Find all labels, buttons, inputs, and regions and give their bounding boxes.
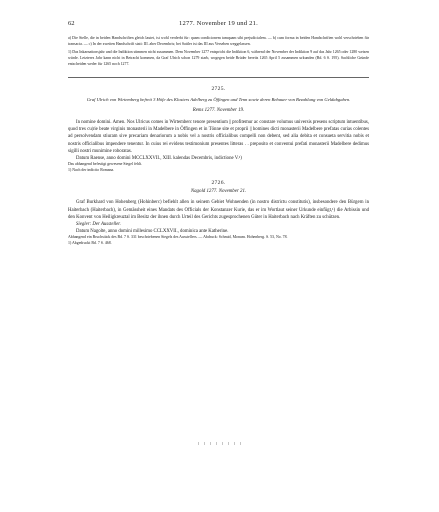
sealer-line: Siegler: Der Aussteller.: [76, 222, 121, 228]
document-footnote: 1) Nach der indictio Romana.: [68, 167, 115, 172]
page-header: [68, 20, 369, 32]
document-body: Graf Burkhard von Hohenberg (Hohinberc) befiehlt allen in seinem Gebiet Wohnenden (in nostro districtu constitutis), insbesondere den Bürgern in Haiterbach (Haiterbach), in Gemässheit eines Mandats des Officials der Konstanzer Kurie, das er im Wortlaut seiner Urkunde einfügt,¹) die Arbissin und den Konvent von Heiligkreuztal im Besitz der ihnen durch Urteil des Gerichts zugesprochenen Güter in Haiterbach nach Kräften zu schützen.: [68, 200, 369, 220]
scan-artifact: [198, 442, 242, 446]
document-footnote: 1) Abgedruckt Bd. 7 S. 468.: [68, 240, 112, 245]
document-regest: Graf Ulrich von Wirtemberg befreit 3 Höfe des Klosters Adelberg zu Öffingen und Tenn sowie deren Bebauer von Bezahlung von Geldabgaben.: [86, 96, 351, 102]
separator-rule: [68, 77, 369, 78]
running-head: 1277. November 19 und 21.: [179, 20, 258, 27]
footnote-variants: a) Die Stelle, die in beiden Handschriften gleich lautet, ist wohl verderbt für: quam condicionem tamquam sibi prejudicialem. — b) cum forma in beiden Handschriften wohl verschrieben für transacta. — c) In der zweiten Handschrift statt: III. aber Decembris; bei Sattler ist das III aus Versehen weggelassen.: [68, 36, 369, 46]
document-dateline: Nagold 1277. November 21.: [190, 189, 247, 195]
document-dateline: Rems 1277. November 19.: [192, 108, 245, 114]
document-datum: Datum Raense, anno domini MCCLXXVII., XIII. kalendas Decembris, indictione V.¹): [76, 156, 242, 162]
seal-note: Abhangend ein Bruchstück des Bd. 7 S. 331 beschriebenen Siegels des Ausstellers. — Abdruck: Schmid, Monum. Hohenberg. S. 53, No. 78.: [68, 235, 288, 240]
page-number: 62: [68, 20, 75, 27]
document-datum: Datum Nagolte, anno domini millesimo CCLXXVII., dominica ante Katherine.: [76, 229, 229, 235]
footnote-dating: 1) Das Inkarnationsjahr und die Indiktion stimmen nicht zusammen. Dem November 1277 entspricht die Indiktion 6, während der November der Indiktion 9 auf das Jahr 1265 oder 1280 weisen würde. Letzteres Jahr kann nicht in Betracht kommen, da Graf Ulrich schon 1279 starb, wogegen beide Brüder bereits 1265 April 5 zusammen urkunden (Bd. 6 S. 195). Sachliche Gründe entscheiden weder für 1265 noch 1277.: [68, 50, 369, 66]
document-number: 2726.: [211, 180, 226, 187]
document-number: 2725.: [211, 85, 226, 92]
seal-note: Das abhangend befestigt gewesene Siegel fehlt.: [68, 162, 143, 167]
document-body: In nomine domini. Amen. Nos Ulricus comes in Wirtemberc tenore presentium || profitemur ac constare volumus universis presens scriptum intuentibus, quod tres cu|rie beate virginis monasterii in Madelbere in Öffingen et in Tönne site et proprii || homines dicti monasterii Madelbere prefatas curias colentes ad persolvendam stiuram sive precariam denariorum a nobis vel a nostris officialibus compelli non debent, sed alia debita et consueta servitia nobis et nostris officialibus impendere tenentur. In cuius rei evidens testimonium presentes litteras . . preposito et conventui prefati monasterii Madelbere dedimus sigilli nostri munimine roboratas.: [68, 120, 369, 154]
